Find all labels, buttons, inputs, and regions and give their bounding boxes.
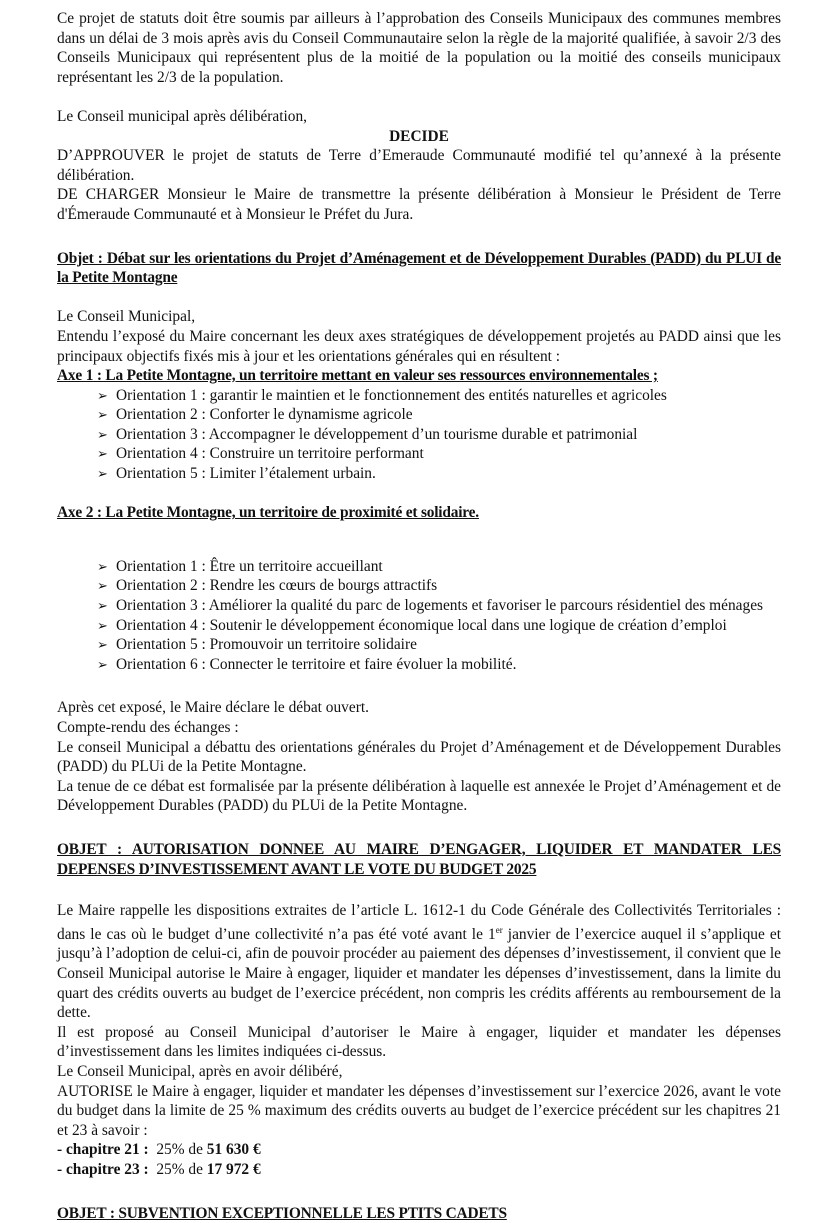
debate-formalized: La tenue de ce débat est formalisée par la présente délibération à laquelle est annexée le Projet d’Aménagement et de Développement Durables (PADD) du PLUi de la Petite Montagne. <box>57 777 781 815</box>
debate-report-label: Compte-rendu des échanges : <box>57 719 239 736</box>
axe1-list <box>57 386 781 484</box>
budget-reminder: Le Maire rappelle les dispositions extraites de l’article L. 1612-1 du Code Générale des Collectivités Territoriales : dans le cas où le budget d’une collectivité n’a pas été voté avant le 1er janvier de l’exercice auquel il s’applique et jusqu’à l’adoption de celui-ci, afin de pouvoir procéder au paiement des dépenses d’investissement, il convient que le Conseil Municipal autorise le Maire à engager, liquider et mandater les dépenses d’investissement, dans la limite du quart des crédits ouverts au budget de l’exercice précédent, non compris les crédits afférents au remboursement de la dette. <box>57 902 782 1022</box>
debate-summary: Le conseil Municipal a débattu des orientations générales du Projet d’Aménagement et de Développement Durables (PADD) du PLUi de la Petite Montagne. <box>57 738 781 776</box>
document-page <box>57 7 781 1223</box>
arrow-bullet-icon: ➢ <box>97 446 108 462</box>
padd-council: Le Conseil Municipal, <box>57 308 196 326</box>
list-item: ➢ Orientation 1 : garantir le maintien et le fonctionnement des entités naturelles et agricoles <box>97 386 667 404</box>
approve-paragraph: D’APPROUVER le projet de statuts de Terre d’Emeraude Communauté modifié tel qu’annexé à la présente délibération. <box>57 147 781 184</box>
budget-heading: OBJET : AUTORISATION DONNEE AU MAIRE D’ENGAGER, LIQUIDER ET MANDATER LES DEPENSES D’INVESTISSEMENT AVANT LE VOTE DU BUDGET 2025 <box>57 840 781 878</box>
list-item: ➢ Orientation 2 : Conforter le dynamisme agricole <box>97 406 413 424</box>
budget-authorisation: AUTORISE le Maire à engager, liquider et mandater les dépenses d’investissement sur l’exercice 2026, avant le vote du budget dans la limite de 25 % maximum des crédits ouverts au budget de l’exercice précédent sur les chapitres 21 et 23 à savoir : <box>57 1082 781 1139</box>
arrow-bullet-icon: ➢ <box>97 617 108 633</box>
arrow-bullet-icon: ➢ <box>97 578 108 594</box>
list-item: ➢ Orientation 4 : Construire un territoire performant <box>97 445 424 463</box>
budget-deliberation: Le Conseil Municipal, après en avoir délibéré, <box>57 1063 343 1081</box>
list-item: ➢ Orientation 4 : Soutenir le développement économique local dans une logique de création d’emploi <box>97 616 727 634</box>
chapter-23-line: - chapitre 23 : 25% de 17 972 € <box>57 1161 261 1178</box>
arrow-bullet-icon: ➢ <box>97 407 108 423</box>
decide-heading: DECIDE <box>389 127 449 145</box>
list-item: ➢ Orientation 1 : Être un territoire accueillant <box>97 557 383 575</box>
debate-open: Après cet exposé, le Maire déclare le débat ouvert. <box>57 699 369 717</box>
axe2-heading: Axe 2 : La Petite Montagne, un territoire de proximité et solidaire. <box>57 504 479 522</box>
list-item: ➢ Orientation 5 : Limiter l’étalement urbain. <box>97 465 376 483</box>
budget-proposal: Il est proposé au Conseil Municipal d’autoriser le Maire à engager, liquider et mandater les dépenses d’investissement dans les limites indiquées ci-dessus. <box>57 1023 781 1061</box>
chapter-21-line: - chapitre 21 : 25% de 51 630 € <box>57 1141 261 1159</box>
arrow-bullet-icon: ➢ <box>97 466 108 482</box>
list-item: ➢ Orientation 6 : Connecter le territoire et faire évoluer la mobilité. <box>97 655 517 673</box>
list-item: ➢ Orientation 2 : Rendre les cœurs de bourgs attractifs <box>97 577 438 595</box>
intro-paragraph: Ce projet de statuts doit être soumis par ailleurs à l’approbation des Conseils Municipaux des communes membres dans un délai de 3 mois après avis du Conseil Communautaire selon la règle de la majorité qualifiée, à savoir 2/3 des Conseils Municipaux qui représentent plus de la moitié de la population ou la moitié des conseils municipaux représentant les 2/3 de la population. <box>57 10 781 86</box>
council-deliberation: Le Conseil municipal après délibération, <box>57 107 308 125</box>
subvention-heading: OBJET : SUBVENTION EXCEPTIONNELLE LES PTITS CADETS <box>57 1204 507 1222</box>
arrow-bullet-icon: ➢ <box>97 426 108 442</box>
arrow-bullet-icon: ➢ <box>97 387 108 403</box>
axe1-heading: Axe 1 : La Petite Montagne, un territoire mettant en valeur ses ressources environnementales ; <box>57 367 658 385</box>
arrow-bullet-icon: ➢ <box>97 598 108 614</box>
list-item: ➢ Orientation 5 : Promouvoir un territoire solidaire <box>97 636 417 654</box>
arrow-bullet-icon: ➢ <box>97 637 108 653</box>
arrow-bullet-icon: ➢ <box>97 558 108 574</box>
list-item: ➢ Orientation 3 : Améliorer la qualité du parc de logements et favoriser le parcours résidentiel des ménages <box>97 597 764 615</box>
arrow-bullet-icon: ➢ <box>97 656 108 672</box>
axe2-list <box>57 557 781 675</box>
charge-paragraph: DE CHARGER Monsieur le Maire de transmettre la présente délibération à Monsieur le Président de Terre d'Émeraude Communauté et à Monsieur le Préfet du Jura. <box>57 186 781 223</box>
padd-intro: Entendu l’exposé du Maire concernant les deux axes stratégiques de développement projetés au PADD ainsi que les principaux objectifs fixés mis à jour et les orientations générales qui en résultent : <box>57 327 781 365</box>
list-item: ➢ Orientation 3 : Accompagner le développement d’un tourisme durable et patrimonial <box>97 425 638 443</box>
padd-heading: Objet : Débat sur les orientations du Projet d’Aménagement et de Développement Durables (PADD) du PLUI de la Petite Montagne <box>57 249 781 287</box>
